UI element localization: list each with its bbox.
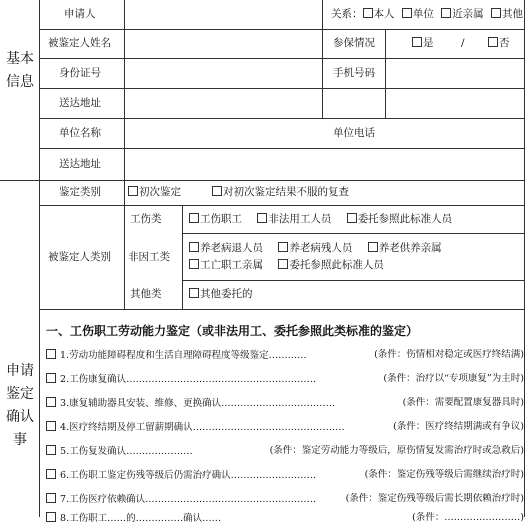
checkbox-pension-disabled[interactable] — [278, 242, 288, 252]
appraisee-name-label: 被鉴定人姓名 — [48, 37, 111, 49]
confirm-item: 5.工伤复发确认………………… (条件：鉴定劳动能力等级后，原伤情复发需治疗时或急救后) — [46, 445, 524, 458]
row-line — [39, 58, 525, 59]
right-border-line — [524, 0, 525, 517]
row-line — [182, 233, 525, 234]
checkbox-confirm-item-6[interactable] — [46, 469, 56, 479]
appraisal-label-column-line — [124, 180, 125, 309]
insurance-separator: / — [461, 37, 465, 49]
row-line — [182, 280, 525, 281]
applicant-label: 申请人 — [64, 8, 96, 20]
row-line — [39, 309, 525, 310]
confirm-item: 6.工伤职工鉴定伤残等级后仍需治疗确认……………………… (条件：鉴定伤残等级后需继续治疗时) — [46, 469, 524, 482]
checkbox-entrusted-reference-2[interactable] — [278, 259, 288, 269]
non-work-injury-label: 非因工类 — [128, 251, 170, 263]
mobile-label: 手机号码 — [333, 67, 375, 79]
confirm-item: 1.劳动功能障碍程度和生活自理障碍程度等级鉴定………… (条件：伤情相对稳定或医疗终结满) — [46, 349, 524, 362]
type-review: 对初次鉴定结果不服的复查 — [212, 186, 349, 199]
row-line — [39, 205, 525, 206]
checkbox-confirm-item-7[interactable] — [46, 493, 56, 503]
work-injury-label: 工伤类 — [130, 213, 162, 225]
row-line — [39, 118, 525, 119]
checkbox-injured-worker[interactable] — [189, 213, 199, 223]
checkbox-pension-dependent[interactable] — [368, 242, 378, 252]
checkbox-unit[interactable] — [402, 8, 412, 18]
confirm-item: 7.工伤医疗依赖确认……………………………………………… (条件：鉴定伤残等级后需长期依赖治疗时) — [46, 493, 524, 506]
section-title-apply: 申请鉴定确认事 — [6, 363, 34, 448]
checkbox-other[interactable] — [491, 8, 501, 18]
label-column-line — [124, 0, 125, 180]
checkbox-confirm-item-4[interactable] — [46, 421, 56, 431]
checkbox-other-entrusted[interactable] — [189, 288, 199, 298]
checkbox-confirm-item-2[interactable] — [46, 373, 56, 383]
delivery-address-label: 送达地址 — [59, 97, 101, 109]
row-line — [39, 88, 525, 89]
checkbox-close-relative[interactable] — [441, 8, 451, 18]
checkbox-confirm-item-1[interactable] — [46, 349, 56, 359]
checkbox-confirm-item-3[interactable] — [46, 397, 56, 407]
checkbox-deceased-worker-relative[interactable] — [189, 259, 199, 269]
section-line — [0, 180, 525, 181]
row-line — [39, 148, 525, 149]
checkbox-confirm-item-8[interactable] — [46, 512, 56, 522]
unit-phone-label: 单位电话 — [333, 127, 375, 139]
confirm-item: 3.康复辅助器具安装、维修、更换确认……………………………… (条件：需要配置康复器具时) — [46, 397, 524, 410]
checkbox-self[interactable] — [363, 8, 373, 18]
checkbox-insured-no[interactable] — [488, 37, 498, 47]
appraisal-type-label: 鉴定类别 — [59, 186, 101, 198]
right-label-column-line — [385, 29, 386, 119]
appraisee-category-label: 被鉴定人类别 — [48, 251, 111, 263]
confirm-item-partial: 8.工伤职工……的……………确认…… (条件：……………………) — [46, 512, 524, 525]
section-title-basic: 基本信息 — [6, 51, 34, 90]
confirm-item: 2.工伤康复确认…………………………………………………… (条件：治疗以“专项康复”为主时) — [46, 373, 524, 386]
confirm-item: 4.医疗终结期及停工留薪期确认………………………………………… (条件：医疗终结期满或有争议) — [46, 421, 524, 434]
middle-column-line — [322, 0, 323, 119]
insurance-label: 参保情况 — [333, 37, 375, 49]
insurance-yes: 是 — [412, 37, 434, 50]
other-category-option: 其他委托的 — [189, 288, 253, 301]
checkbox-confirm-item-5[interactable] — [46, 445, 56, 455]
checkbox-review-appraisal[interactable] — [212, 186, 222, 196]
checkbox-illegal-employee[interactable] — [257, 213, 267, 223]
row-line — [39, 29, 525, 30]
unit-delivery-address-label: 送达地址 — [59, 158, 101, 170]
confirm-heading: 一、工伤职工劳动能力鉴定（或非法用工、委托参照此类标准的鉴定） — [46, 324, 419, 338]
checkbox-initial-appraisal[interactable] — [128, 186, 138, 196]
work-injury-options: 工伤职工 非法用工人员 委托参照此标准人员 — [189, 213, 452, 226]
relation-field: 关系： 本人 单位 近亲属 其他 — [331, 8, 524, 20]
checkbox-insured-yes[interactable] — [412, 37, 422, 47]
non-work-options-row2: 工亡职工亲属 委托参照此标准人员 — [189, 259, 384, 272]
type-initial: 初次鉴定 — [128, 186, 181, 199]
checkbox-pension-sick-retired[interactable] — [189, 242, 199, 252]
relation-label: 关系： — [331, 8, 363, 20]
id-number-label: 身份证号 — [59, 67, 101, 79]
unit-name-label: 单位名称 — [59, 127, 101, 139]
non-work-options-row1: 养老病退人员 养老病残人员 养老供养亲属 — [189, 242, 442, 255]
other-category-label: 其他类 — [130, 288, 162, 300]
checkbox-entrusted-reference[interactable] — [347, 213, 357, 223]
insurance-no: 否 — [488, 37, 510, 50]
category-sub-column-line — [182, 205, 183, 309]
